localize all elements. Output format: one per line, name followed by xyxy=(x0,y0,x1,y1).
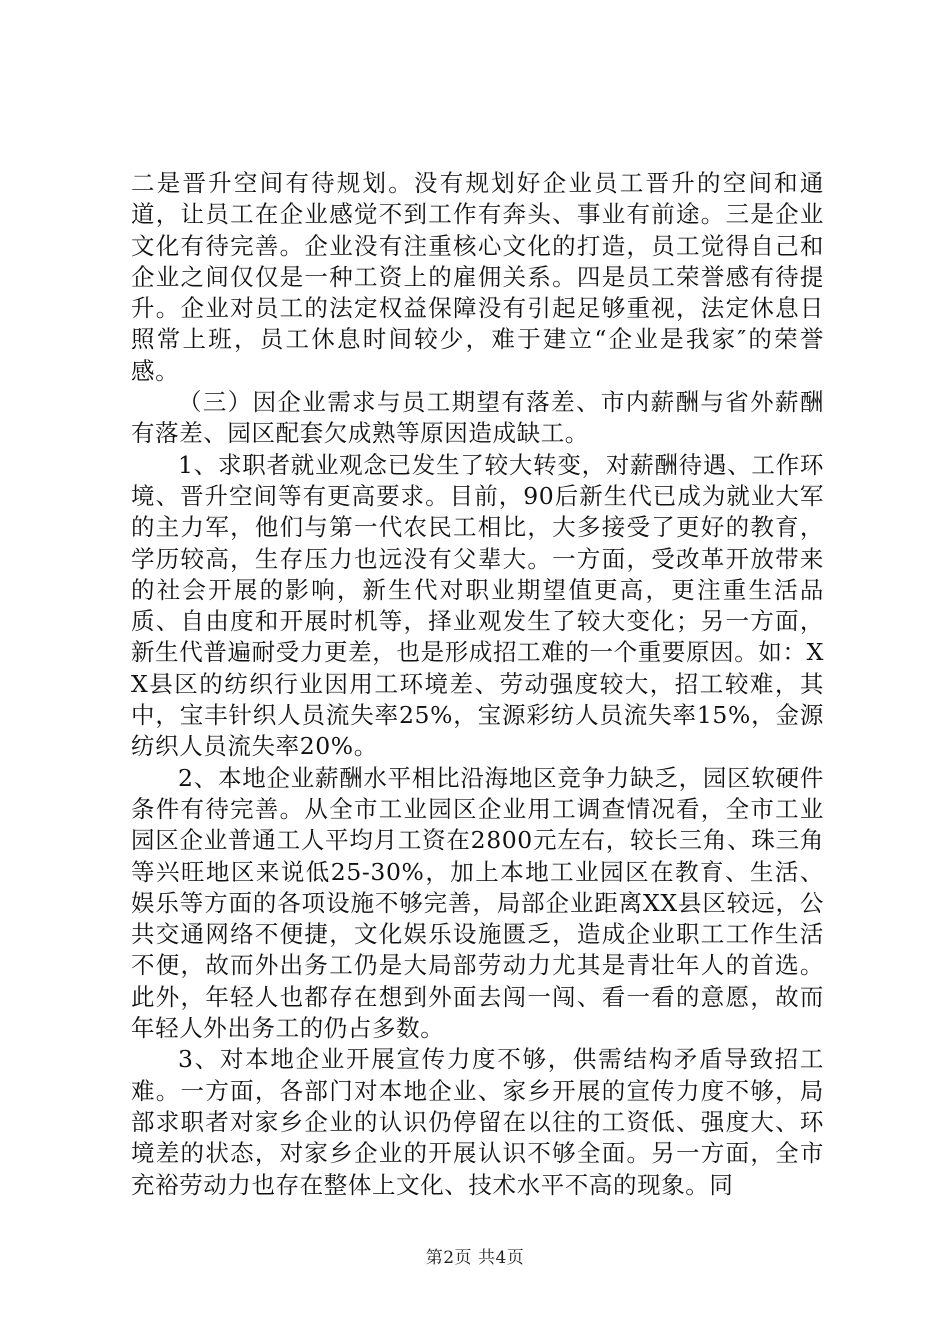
document-body xyxy=(131,168,824,1201)
page-footer: 第2页 共4页 xyxy=(425,1248,525,1268)
paragraph: 2、本地企业薪酬水平相比沿海地区竞争力缺乏，园区软硬件条件有待完善。从全市工业园区企业用工调查情况看，全市工业园区企业普通工人平均月工资在2800元左右，较长三角、珠三角等兴旺地区来说低25-30%，加上本地工业园区在教育、生活、娱乐等方面的各项设施不够完善，局部企业距离XX县区较远，公共交通网络不便捷，文化娱乐设施匮乏，造成企业职工工作生活不便，故而外出务工仍是大局部劳动力尤其是青壮年人的首选。此外，年轻人也都存在想到外面去闯一闯、看一看的意愿，故而年轻人外出务工的仍占多数。 xyxy=(131,763,824,1043)
paragraph: 1、求职者就业观念已发生了较大转变，对薪酬待遇、工作环境、晋升空间等有更高要求。目前，90后新生代已成为就业大军的主力军，他们与第一代农民工相比，大多接受了更好的教育，学历较高，生存压力也远没有父辈大。一方面，受改革开放带来的社会开展的影响，新生代对职业期望值更高，更注重生活品质、自由度和开展时机等，择业观发生了较大变化；另一方面，新生代普遍耐受力更差，也是形成招工难的一个重要原因。如：XX县区的纺织行业因用工环境差、劳动强度较大，招工较难，其中，宝丰针织人员流失率25%，宝源彩纺人员流失率15%，金源纺织人员流失率20%。 xyxy=(131,450,824,761)
paragraph: 二是晋升空间有待规划。没有规划好企业员工晋升的空间和通道，让员工在企业感觉不到工作有奔头、事业有前途。三是企业文化有待完善。企业没有注重核心文化的打造，员工觉得自己和企业之间仅仅是一种工资上的雇佣关系。四是员工荣誉感有待提升。企业对员工的法定权益保障没有引起足够重视，法定休息日照常上班，员工休息时间较少，难于建立“企业是我家″的荣誉感。 xyxy=(131,169,824,385)
section-heading: （三）因企业需求与员工期望有落差、市内薪酬与省外薪酬有落差、园区配套欠成熟等原因造成缺工。 xyxy=(131,388,824,448)
paragraph: 3、对本地企业开展宣传力度不够，供需结构矛盾导致招工难。一方面，各部门对本地企业、家乡开展的宣传力度不够，局部求职者对家乡企业的认识仍停留在以往的工资低、强度大、环境差的状态，对家乡企业的开展认识不够全面。另一方面，全市充裕劳动力也存在整体上文化、技术水平不高的现象。同 xyxy=(131,1045,824,1199)
